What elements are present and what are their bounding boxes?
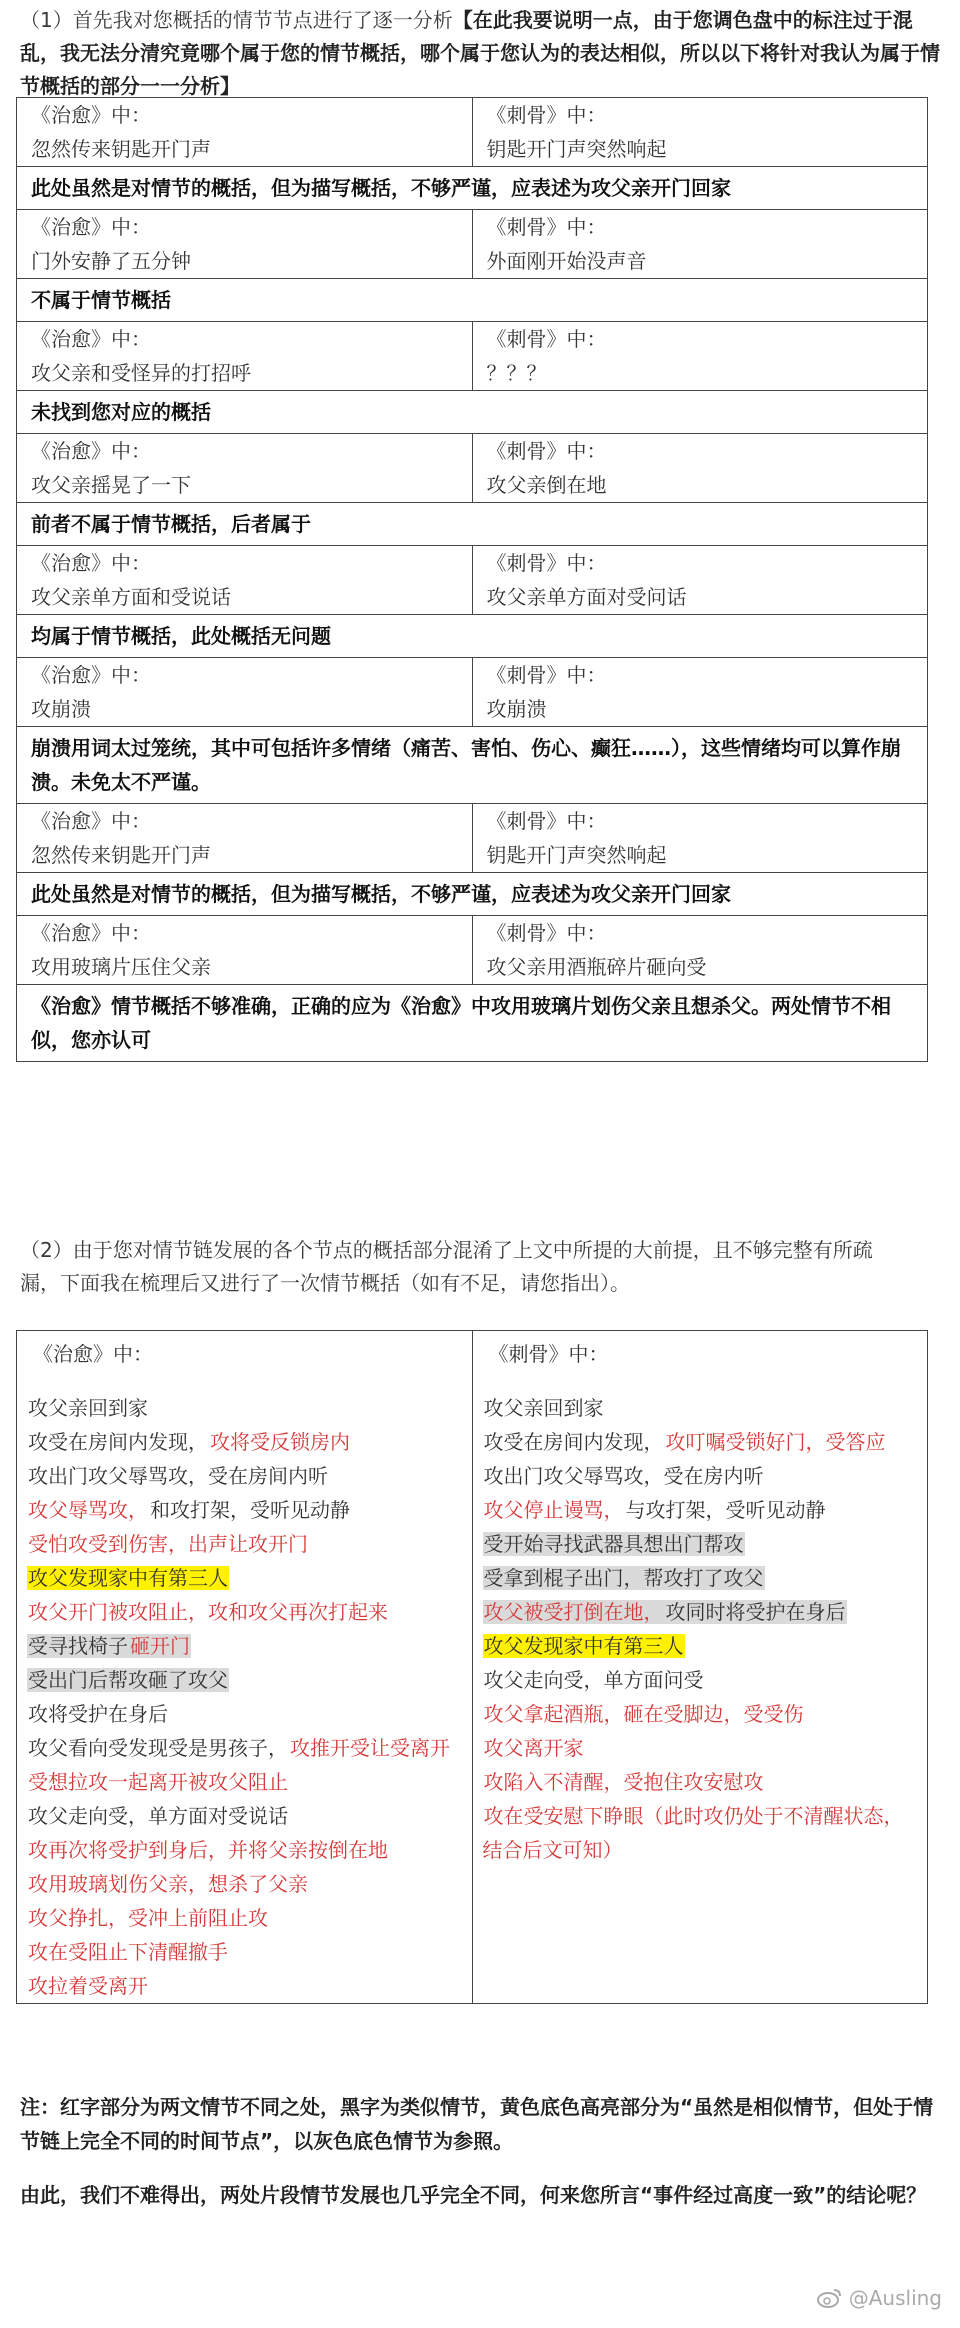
comparison-left-text: 攻父亲和受怪异的打招呼 (31, 361, 251, 385)
comparison-right-text: 钥匙开门声突然响起 (486, 843, 667, 867)
plot-item (483, 1493, 918, 1527)
comparison-right-text: 攻父亲用酒瓶碎片砸向受 (486, 955, 707, 979)
comparison-right-head: 《刺骨》中： (486, 327, 607, 351)
plot-item (27, 1527, 462, 1561)
comparison-note-row (17, 503, 928, 546)
comparison-left-text: 门外安静了五分钟 (31, 249, 191, 273)
comparison-row (17, 546, 928, 615)
plot-item (27, 1799, 462, 1833)
plot-item (483, 1731, 918, 1765)
comparison-row (17, 322, 928, 391)
plot-item-segment: 攻父发现家中有第三人 (28, 1566, 228, 1590)
comparison-right-text: 攻父亲单方面对受问话 (486, 585, 687, 609)
plot-item (483, 1391, 918, 1425)
comparison-note: 此处虽然是对情节的概括，但为描写概括，不够严谨，应表述为攻父亲开门回家 (17, 167, 928, 210)
comparison-note: 均属于情节概括，此处概括无问题 (17, 615, 928, 658)
plot-item-segment: 攻父走向受，单方面问受 (483, 1668, 704, 1692)
comparison-left-text: 攻用玻璃片压住父亲 (31, 955, 211, 979)
plot-item (27, 1935, 462, 1969)
plot-item (27, 1493, 462, 1527)
plot-item-segment: 攻再次将受护到身后，并将父亲按倒在地 (28, 1838, 388, 1862)
plot-item-segment: 攻父拿起酒瓶，砸在受脚边，受受伤 (483, 1702, 804, 1726)
comparison-right-cell (472, 546, 928, 615)
section1-intro-bold: 【在此我要说明一点，由于您调色盘中的标注过于混乱，我无法分清究竟哪个属于您的情节概括，哪个属于您认为的表达相似，所以以下将针对我认为属于情节概括的部分一一分析】 (20, 8, 940, 98)
comparison-row (17, 916, 928, 985)
plot-item-segment: 攻父开门被攻阻止，攻和攻父再次打起来 (28, 1600, 388, 1624)
section2-intro: （2）由于您对情节链发展的各个节点的概括部分混淆了上文中所提的大前提，且不够完整有所疏漏，下面我在梳理后又进行了一次情节概括（如有不足，请您指出）。 (20, 1238, 873, 1295)
plot-item-segment: 攻出门攻父辱骂攻，受在房间内听 (28, 1464, 328, 1488)
comparison-left-cell (17, 434, 473, 503)
comparison-right-cell (472, 804, 928, 873)
comparison-note: 此处虽然是对情节的概括，但为描写概括，不够严谨，应表述为攻父亲开门回家 (17, 873, 928, 916)
comparison-table (16, 97, 928, 1062)
plot-item-segment: 砸开门 (130, 1634, 190, 1658)
comparison-right-text: 钥匙开门声突然响起 (486, 137, 667, 161)
comparison-left-text: 忽然传来钥匙开门声 (31, 137, 211, 161)
plot-item (483, 1697, 918, 1731)
comparison-note-row (17, 727, 928, 804)
chain-left-head: 《治愈》中： (33, 1342, 153, 1366)
comparison-right-head: 《刺骨》中： (486, 103, 607, 127)
plot-item (483, 1527, 918, 1561)
comparison-left-head: 《治愈》中： (31, 103, 151, 127)
watermark-text: @Ausling (848, 2286, 942, 2310)
plot-item-segment: 攻将受护在身后 (28, 1702, 168, 1726)
plot-item (27, 1867, 462, 1901)
plot-item-segment: 受开始寻找武器具想出门帮攻 (483, 1532, 744, 1556)
comparison-right-head: 《刺骨》中： (486, 439, 607, 463)
plot-item (27, 1391, 462, 1425)
plot-item (483, 1799, 918, 1867)
comparison-left-text: 攻父亲单方面和受说话 (31, 585, 231, 609)
plot-item-segment: 与攻打架，受听见动静 (625, 1498, 826, 1522)
comparison-right-text: 攻父亲倒在地 (486, 473, 607, 497)
comparison-right-text: ？？？ (486, 361, 547, 385)
plot-item (27, 1765, 462, 1799)
section1-intro (20, 4, 940, 103)
conclusion-text: 由此，我们不难得出，两处片段情节发展也几乎完全不同，何来您所言“事件经过高度一致”的结论呢？ (20, 2183, 927, 2207)
comparison-left-text: 忽然传来钥匙开门声 (31, 843, 211, 867)
comparison-note-row (17, 167, 928, 210)
plot-item-segment: 受寻找椅子 (28, 1634, 128, 1658)
plot-item (27, 1901, 462, 1935)
plot-item-segment: 攻父挣扎，受冲上前阻止攻 (28, 1906, 268, 1930)
comparison-left-head: 《治愈》中： (31, 809, 151, 833)
comparison-note-row (17, 391, 928, 434)
comparison-left-head: 《治愈》中： (31, 551, 151, 575)
plot-item (27, 1425, 462, 1459)
comparison-note: 崩溃用词太过笼统，其中可包括许多情绪（痛苦、害怕、伤心、癫狂……），这些情绪均可以算作崩溃。未免太不严谨。 (17, 727, 928, 804)
plot-item-segment: 攻叮嘱受锁好门，受答应 (665, 1430, 886, 1454)
comparison-right-head: 《刺骨》中： (486, 921, 607, 945)
plot-item (27, 1595, 462, 1629)
plot-item (27, 1969, 462, 2003)
plot-item (27, 1561, 462, 1595)
plot-item (27, 1629, 462, 1663)
plot-item-segment: 受怕攻受到伤害，出声让攻开门 (28, 1532, 308, 1556)
comparison-right-text: 外面刚开始没声音 (486, 249, 647, 273)
plot-item-segment: 攻父亲回到家 (483, 1396, 604, 1420)
comparison-left-head: 《治愈》中： (31, 215, 151, 239)
plot-item-segment: 攻受在房间内发现， (483, 1430, 664, 1454)
chain-right-head: 《刺骨》中： (488, 1342, 609, 1366)
comparison-note: 不属于情节概括 (17, 279, 928, 322)
plot-item-segment: 攻父看向受发现受是男孩子， (28, 1736, 288, 1760)
comparison-right-head: 《刺骨》中： (486, 663, 607, 687)
plot-item-segment: 攻出门攻父辱骂攻，受在房内听 (483, 1464, 764, 1488)
plot-item-segment: 攻在受安慰下睁眼（此时攻仍处于不清醒状态，结合后文可知） (482, 1804, 904, 1862)
comparison-note-row (17, 615, 928, 658)
plot-item-segment: 攻推开受让受离开 (290, 1736, 450, 1760)
comparison-right-head: 《刺骨》中： (486, 215, 607, 239)
plot-item (483, 1629, 918, 1663)
chain-left-column (17, 1331, 473, 2004)
comparison-left-head: 《治愈》中： (31, 327, 151, 351)
comparison-left-cell (17, 916, 473, 985)
plot-item-segment: 受拿到棍子出门，帮攻打了攻父 (483, 1566, 764, 1590)
comparison-right-head: 《刺骨》中： (486, 551, 607, 575)
comparison-left-text: 攻崩溃 (31, 697, 91, 721)
plot-item-segment: 攻父离开家 (483, 1736, 584, 1760)
plot-item (483, 1561, 918, 1595)
comparison-right-cell (472, 434, 928, 503)
plot-item (27, 1459, 462, 1493)
plot-item-segment: 攻父辱骂攻， (28, 1498, 148, 1522)
comparison-right-cell (472, 658, 928, 727)
plot-item (483, 1595, 918, 1629)
plot-item-segment: 攻父亲回到家 (28, 1396, 148, 1420)
comparison-note: 未找到您对应的概括 (17, 391, 928, 434)
comparison-note-row (17, 873, 928, 916)
plot-item (27, 1731, 462, 1765)
comparison-note: 《治愈》情节概括不够准确，正确的应为《治愈》中攻用玻璃片划伤父亲且想杀父。两处情节不相似，您亦认可 (17, 985, 928, 1062)
plot-item (483, 1663, 918, 1697)
comparison-row (17, 804, 928, 873)
plot-item-segment: 攻父发现家中有第三人 (483, 1634, 684, 1658)
comparison-left-cell (17, 804, 473, 873)
plot-item (483, 1425, 918, 1459)
weibo-logo-icon (817, 2287, 843, 2309)
plot-item (27, 1697, 462, 1731)
plot-item-segment: 攻陷入不清醒，受抱住攻安慰攻 (483, 1770, 764, 1794)
plot-item-segment: 攻用玻璃划伤父亲，想杀了父亲 (28, 1872, 308, 1896)
plot-item-segment: 攻拉着受离开 (28, 1974, 148, 1998)
comparison-left-text: 攻父亲摇晃了一下 (31, 473, 191, 497)
comparison-right-cell (472, 916, 928, 985)
comparison-left-head: 《治愈》中： (31, 439, 151, 463)
plot-item-segment: 攻在受阻止下清醒撤手 (28, 1940, 228, 1964)
comparison-left-head: 《治愈》中： (31, 663, 151, 687)
plot-item-segment: 攻父走向受，单方面对受说话 (28, 1804, 288, 1828)
plot-item (27, 1663, 462, 1697)
comparison-row (17, 210, 928, 279)
comparison-left-cell (17, 658, 473, 727)
comparison-right-text: 攻崩溃 (486, 697, 547, 721)
watermark (817, 2286, 942, 2310)
comparison-left-cell (17, 98, 473, 167)
chain-right-items (483, 1391, 918, 1867)
plot-item-segment: 攻父停止谩骂， (483, 1498, 624, 1522)
plot-item (483, 1459, 918, 1493)
chain-right-column (472, 1331, 928, 2004)
comparison-row (17, 98, 928, 167)
comparison-right-cell (472, 210, 928, 279)
plot-item-segment: 和攻打架，受听见动静 (150, 1498, 350, 1522)
plot-item-segment: 攻将受反锁房内 (210, 1430, 350, 1454)
comparison-note-row (17, 279, 928, 322)
comparison-row (17, 658, 928, 727)
chain-left-items (27, 1391, 462, 2003)
comparison-right-cell (472, 322, 928, 391)
plot-chain-table (16, 1330, 928, 2004)
comparison-left-cell (17, 210, 473, 279)
comparison-right-head: 《刺骨》中： (486, 809, 607, 833)
comparison-note-row (17, 985, 928, 1062)
plot-item-segment: 攻同时将受护在身后 (665, 1600, 846, 1624)
comparison-left-cell (17, 322, 473, 391)
plot-item (27, 1833, 462, 1867)
plot-item-segment: 攻受在房间内发现， (28, 1430, 208, 1454)
comparison-left-cell (17, 546, 473, 615)
comparison-note: 前者不属于情节概括，后者属于 (17, 503, 928, 546)
plot-item-segment: 受想拉攻一起离开被攻父阻止 (28, 1770, 288, 1794)
plot-item-segment: 攻父被受打倒在地， (483, 1600, 664, 1624)
section1-intro-plain: （1）首先我对您概括的情节节点进行了逐一分析 (20, 8, 453, 32)
plot-item-segment: 受出门后帮攻砸了攻父 (28, 1668, 228, 1692)
comparison-right-cell (472, 98, 928, 167)
comparison-left-head: 《治愈》中： (31, 921, 151, 945)
comparison-row (17, 434, 928, 503)
note-text: 注：红字部分为两文情节不同之处，黑字为类似情节，黄色底色高亮部分为“虽然是相似情节，但处于情节链上完全不同的时间节点”，以灰色底色情节为参照。 (20, 2095, 934, 2153)
plot-item (483, 1765, 918, 1799)
